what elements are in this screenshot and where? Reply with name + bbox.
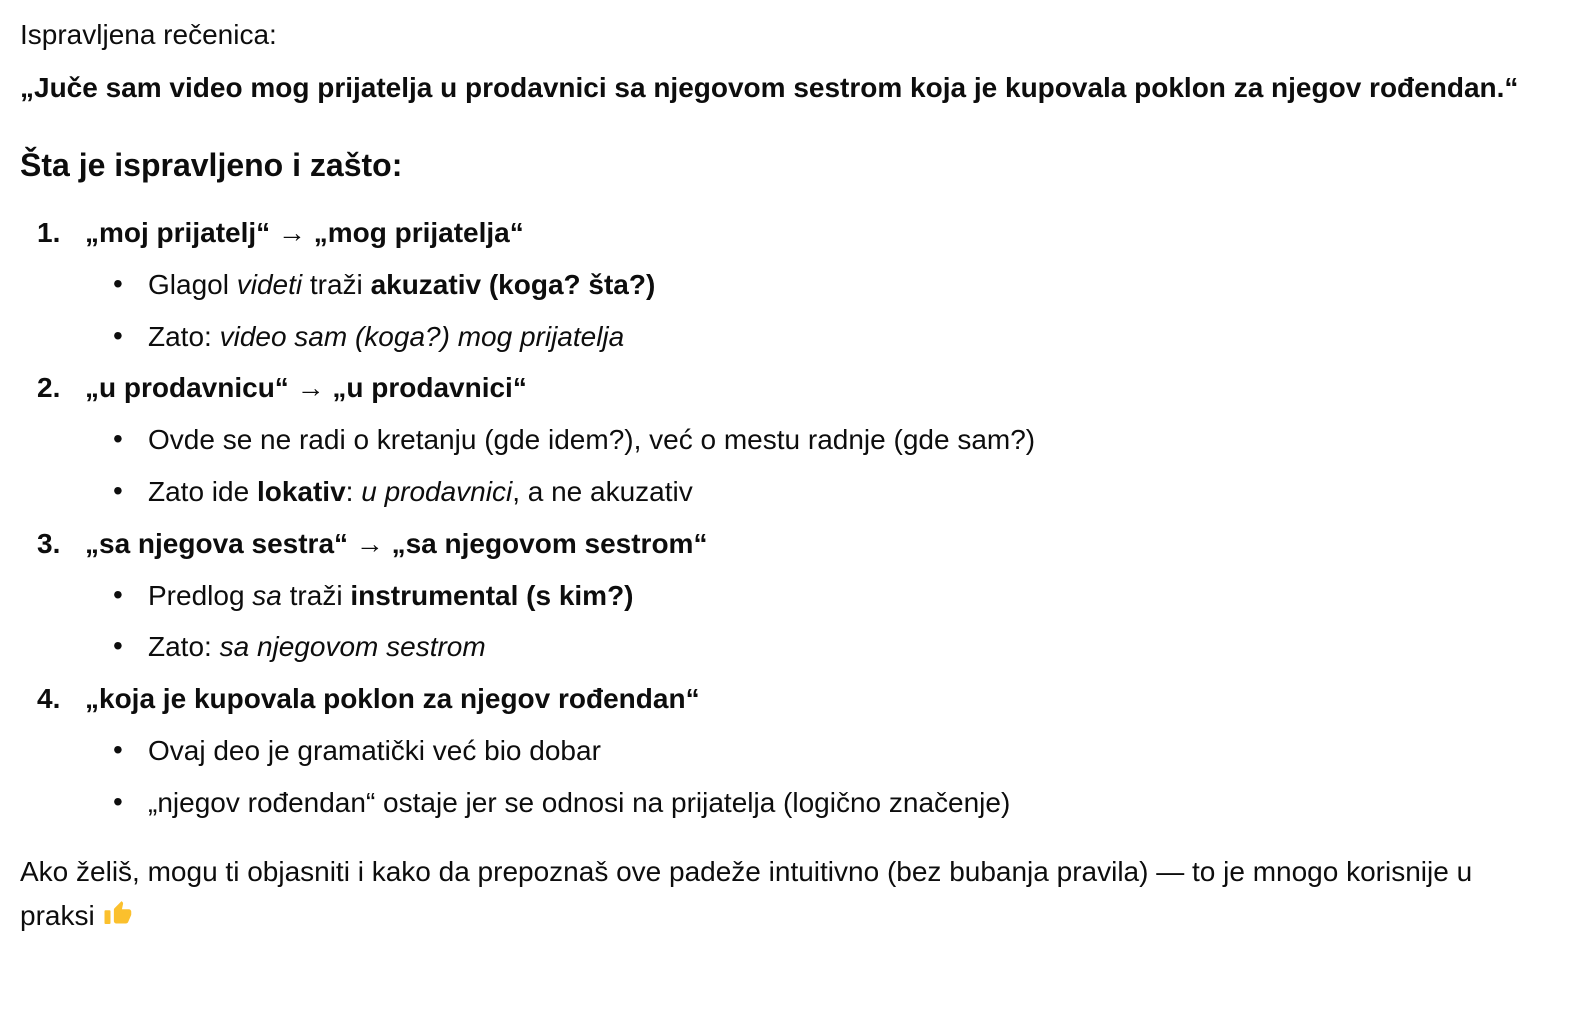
list-item: [20, 574, 1528, 619]
list-item: [20, 781, 1528, 826]
bullet-icon: •: [113, 578, 123, 610]
list-item-number: 3.: [37, 527, 61, 559]
list-item: [20, 522, 1528, 670]
list-item: [20, 418, 1528, 463]
list-item-number: 4.: [37, 683, 61, 715]
bullet-text: Ovde se ne radi o kretanju (gde idem?), već o mestu radnje (gde sam?): [148, 424, 1036, 456]
bullet-icon: •: [113, 423, 123, 455]
corrections-list: [20, 211, 1528, 826]
thumbs-up-emoji: [103, 898, 133, 928]
bullet-icon: •: [113, 785, 123, 817]
bullet-icon: •: [113, 319, 123, 351]
list-item-title-text: „moj prijatelj“ → „mog prijatelja“: [85, 216, 524, 248]
list-item: [20, 470, 1528, 515]
list-item: [20, 729, 1528, 774]
list-item: [20, 263, 1528, 308]
list-item-title: [20, 366, 1528, 411]
list-item-title-text: „koja je kupovala poklon za njegov rođendan“: [85, 683, 700, 715]
bullet-text: Zato ide lokativ: u prodavnici, a ne akuzativ: [148, 475, 693, 507]
list-item-number: 2.: [37, 372, 61, 404]
corrected-sentence: „Juče sam video mog prijatelja u prodavnici sa njegovom sestrom koja je kupovala poklon za njegov rođendan.“: [20, 71, 1519, 103]
list-item-title: [20, 522, 1528, 567]
list-item-number: 1.: [37, 216, 61, 248]
bullet-icon: •: [113, 733, 123, 765]
assistant-message: [20, 13, 1528, 939]
bullet-text: Glagol videti traži akuzativ (koga? šta?): [148, 268, 656, 300]
bullet-text: Zato: sa njegovom sestrom: [148, 631, 486, 663]
list-item: [20, 625, 1528, 670]
list-item: [20, 315, 1528, 360]
list-item-title-text: „sa njegova sestra“ → „sa njegovom sestrom“: [85, 527, 708, 559]
bullet-icon: •: [113, 630, 123, 662]
list-item: [20, 211, 1528, 359]
bullet-text: Zato: video sam (koga?) mog prijatelja: [148, 320, 625, 352]
closing-text: Ako želiš, mogu ti objasniti i kako da prepoznaš ove padeže intuitivno (bez bubanja pravila) — to je mnogo korisnije u praksi: [20, 855, 1473, 932]
intro-label: Ispravljena rečenica:: [20, 19, 277, 50]
bullet-icon: •: [113, 267, 123, 299]
bullet-text: Predlog sa traži instrumental (s kim?): [148, 579, 634, 611]
closing-paragraph: [20, 850, 1528, 940]
list-item: [20, 366, 1528, 514]
list-item: [20, 677, 1528, 825]
bullet-icon: •: [113, 474, 123, 506]
bullet-text: „njegov rođendan“ ostaje jer se odnosi na prijatelja (logično značenje): [148, 786, 1011, 818]
bullet-text: Ovaj deo je gramatički već bio dobar: [148, 734, 601, 766]
list-item-title: [20, 677, 1528, 722]
list-item-title: [20, 211, 1528, 256]
list-item-title-text: „u prodavnicu“ → „u prodavnici“: [85, 372, 527, 404]
section-heading: Šta je ispravljeno i zašto:: [20, 146, 403, 183]
